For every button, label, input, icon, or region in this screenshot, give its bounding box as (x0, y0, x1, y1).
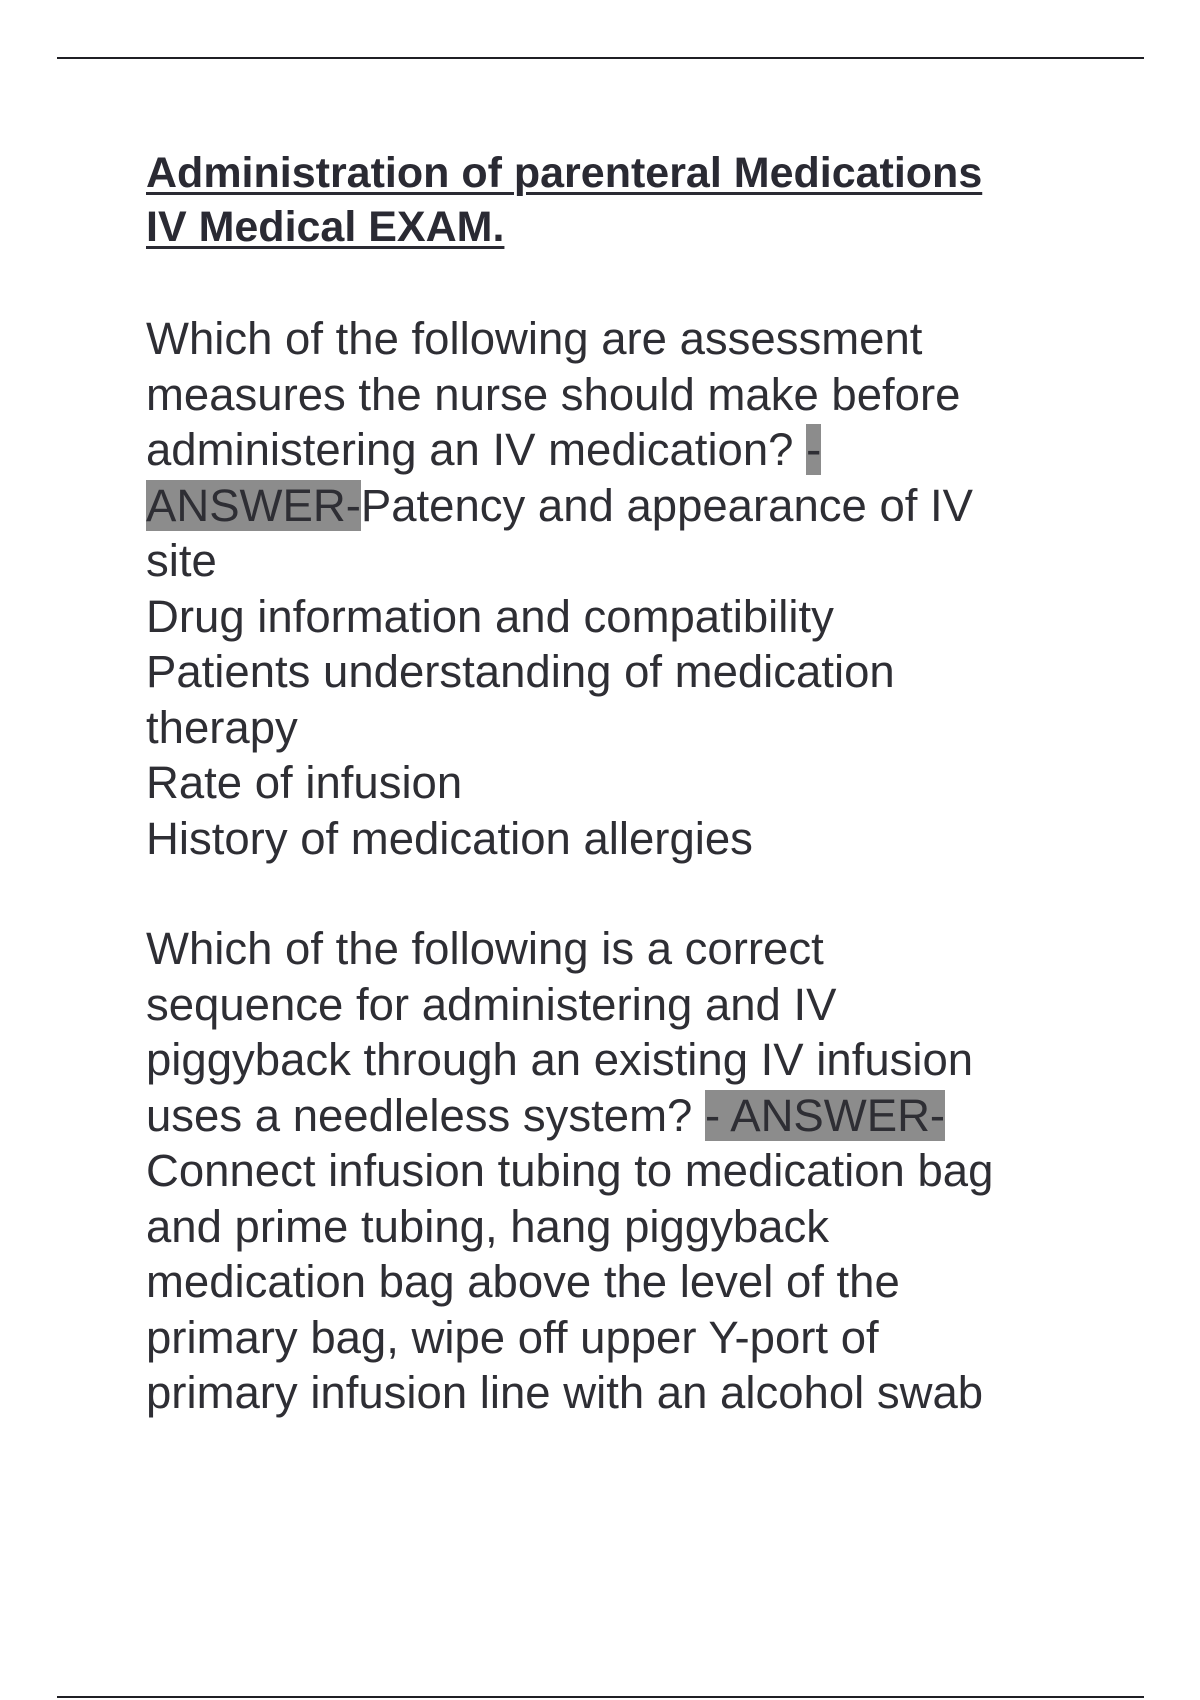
answer-2-line-5: primary infusion line with an alcohol swab (146, 1367, 984, 1418)
answer-2-line-3: medication bag above the level of the (146, 1256, 900, 1307)
answer-1-line-3: Drug information and compatibility (146, 590, 834, 642)
qa-block-2 (146, 921, 1156, 1421)
answer-2-line-4: primary bag, wipe off upper Y-port of (146, 1311, 879, 1363)
answer-2-line-1: Connect infusion tubing to medication bag (146, 1145, 994, 1196)
document-title (146, 146, 1156, 254)
question-1-line-1: Which of the following are assessment (146, 313, 923, 364)
answer-marker-highlight: ANSWER- (146, 479, 361, 531)
answer-1-line-1-text: Patency and appearance of IV (360, 479, 974, 531)
title-line-1: Administration of parenteral Medications (146, 149, 983, 197)
question-2-line-3: piggyback through an existing IV infusion (146, 1034, 974, 1085)
answer-marker-highlight: - ANSWER- (704, 1089, 946, 1141)
answer-1-line-4: Patients understanding of medication (146, 646, 895, 697)
answer-marker-highlight: - (806, 424, 822, 475)
question-2-line-4 (146, 1088, 1156, 1144)
title-line-2: IV Medical EXAM. (146, 203, 505, 251)
answer-2-line-2: and prime tubing, hang piggyback (146, 1200, 829, 1252)
question-1-line-2: measures the nurse should make before (146, 368, 961, 420)
answer-1-line-2: site (146, 535, 217, 586)
question-2-line-2: sequence for administering and IV (146, 978, 837, 1030)
answer-1-line-7: History of medication allergies (146, 812, 753, 864)
question-1-line-3 (146, 422, 1156, 478)
top-rule (57, 57, 1144, 59)
qa-block-1 (146, 311, 1156, 866)
question-1-line-3-text: administering an IV medication? (146, 424, 807, 475)
answer-1-line-5: therapy (146, 701, 298, 753)
answer-1-line-1 (146, 478, 1156, 534)
question-2-line-1: Which of the following is a correct (146, 923, 824, 974)
answer-1-line-6: Rate of infusion (146, 757, 463, 808)
bottom-rule (57, 1696, 1144, 1698)
document-body (146, 146, 1156, 1421)
question-2-line-4-text: uses a needleless system? (146, 1089, 705, 1141)
